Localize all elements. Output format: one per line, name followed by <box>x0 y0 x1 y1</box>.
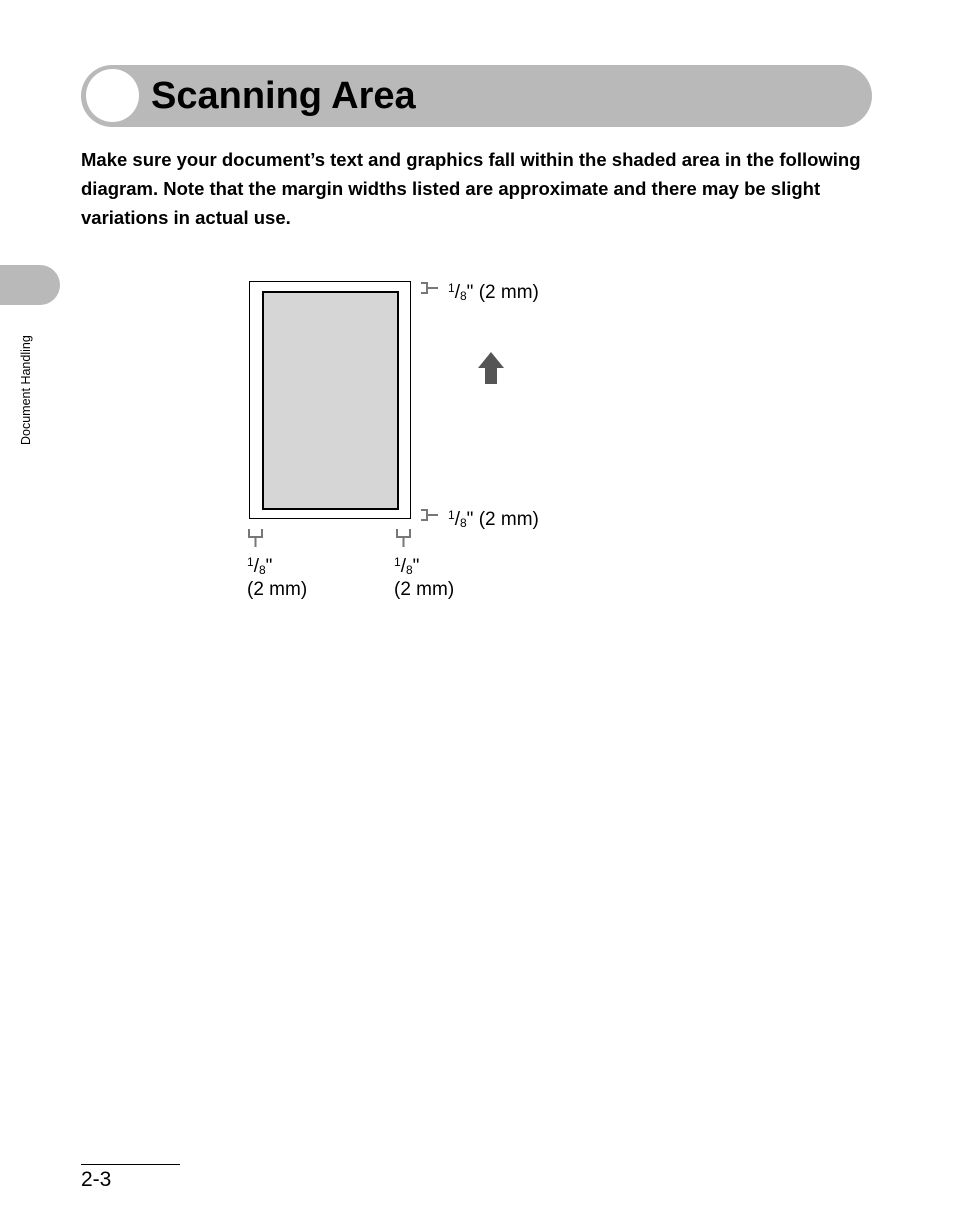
top-margin-value: (2 mm) <box>478 282 539 303</box>
fraction-denominator: 8 <box>459 289 467 303</box>
left-margin-fraction <box>247 551 272 581</box>
scannable-area <box>262 291 399 510</box>
fraction-slash: / <box>253 556 259 577</box>
fraction-numerator: 1 <box>247 555 254 569</box>
right-margin-marker <box>395 528 413 548</box>
bottom-margin-label <box>448 504 539 534</box>
inch-mark: " <box>412 556 420 577</box>
bottom-margin-value: (2 mm) <box>478 509 539 530</box>
fraction-numerator: 1 <box>448 508 455 522</box>
footer-rule <box>81 1164 180 1165</box>
heading-circle-decoration <box>86 69 139 122</box>
top-margin-label <box>448 277 539 307</box>
right-margin-value: (2 mm) <box>394 579 455 600</box>
fraction-slash: / <box>400 556 406 577</box>
left-margin-value: (2 mm) <box>247 579 308 600</box>
arrow-up-icon <box>478 352 504 384</box>
bottom-margin-marker <box>420 508 442 522</box>
fraction-denominator: 8 <box>405 563 413 577</box>
right-margin-fraction <box>394 551 419 581</box>
chapter-tab-label: Document Handling <box>19 335 33 445</box>
inch-mark: " <box>265 556 273 577</box>
fraction-slash: / <box>454 509 460 530</box>
intro-paragraph: Make sure your document’s text and graphics fall within the shaded area in the following diagram. Note that the margin widths listed are approximate and there may be slight variations in actual use. <box>81 149 861 228</box>
page-title: Scanning Area <box>151 75 416 117</box>
chapter-tab <box>0 265 60 305</box>
inch-mark: " <box>466 509 474 530</box>
left-margin-marker <box>247 528 265 548</box>
fraction-slash: / <box>454 282 460 303</box>
inch-mark: " <box>466 282 474 303</box>
fraction-denominator: 8 <box>459 516 467 530</box>
fraction-numerator: 1 <box>448 281 455 295</box>
scanning-area-diagram <box>230 270 590 615</box>
fraction-numerator: 1 <box>394 555 401 569</box>
top-margin-marker <box>420 281 442 295</box>
fraction-denominator: 8 <box>258 563 266 577</box>
page-number: 2-3 <box>81 1168 112 1191</box>
